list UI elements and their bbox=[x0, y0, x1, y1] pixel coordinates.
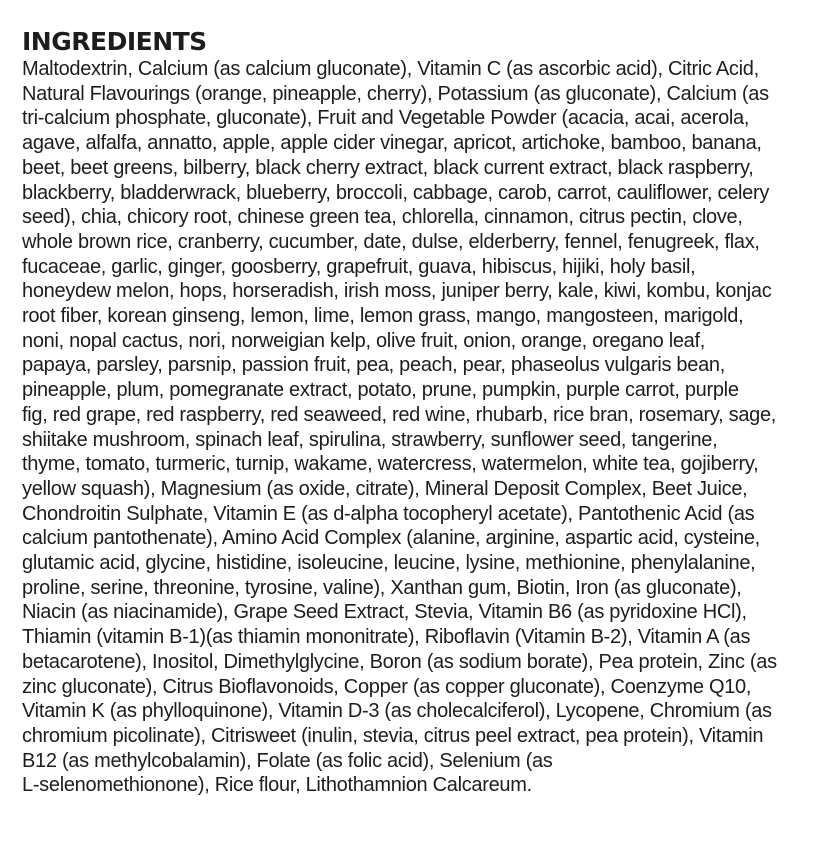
ingredients-line: shiitake mushroom, spinach leaf, spirulina, strawberry, sunflower seed, tangerine, bbox=[22, 428, 718, 451]
ingredients-line: root fiber, korean ginseng, lemon, lime, lemon grass, mango, mangosteen, marigold, bbox=[22, 305, 744, 328]
ingredients-line: beet, beet greens, bilberry, black cherry extract, black current extract, black raspberry, bbox=[22, 156, 754, 179]
ingredients-line: Niacin (as niacinamide), Grape Seed Extract, Stevia, Vitamin B6 (as pyridoxine HCl), bbox=[22, 601, 747, 624]
ingredients-line: honeydew melon, hops, horseradish, irish moss, juniper berry, kale, kiwi, kombu, konjac bbox=[22, 280, 772, 303]
ingredients-heading: INGREDIENTS bbox=[22, 27, 207, 56]
ingredients-line: fig, red grape, red raspberry, red seaweed, red wine, rhubarb, rice bran, rosemary, sage, bbox=[22, 403, 777, 426]
ingredients-line: papaya, parsley, parsnip, passion fruit, pea, peach, pear, phaseolus vulgaris bean, bbox=[22, 354, 725, 377]
ingredients-line: pineapple, plum, pomegranate extract, potato, prune, pumpkin, purple carrot, purple bbox=[22, 379, 739, 402]
ingredients-line: tri-calcium phosphate, gluconate), Fruit and Vegetable Powder (acacia, acai, acerola, bbox=[22, 107, 750, 130]
ingredients-line: agave, alfalfa, annatto, apple, apple cider vinegar, apricot, artichoke, bamboo, banana, bbox=[22, 132, 762, 155]
ingredients-line: calcium pantothenate), Amino Acid Complex (alanine, arginine, aspartic acid, cysteine, bbox=[22, 527, 760, 550]
ingredients-line: L-selenomethionone), Rice flour, Lithothamnion Calcareum. bbox=[22, 774, 532, 797]
ingredients-line: seed), chia, chicory root, chinese green tea, chlorella, cinnamon, citrus pectin, clove, bbox=[22, 206, 743, 229]
ingredients-line: yellow squash), Magnesium (as oxide, citrate), Mineral Deposit Complex, Beet Juice, bbox=[22, 477, 748, 500]
ingredients-label bbox=[22, 28, 812, 798]
ingredients-line: Chondroitin Sulphate, Vitamin E (as d-alpha tocopheryl acetate), Pantothenic Acid (as bbox=[22, 502, 755, 525]
ingredients-line: blackberry, bladderwrack, blueberry, broccoli, cabbage, carob, carrot, cauliflower, celery bbox=[22, 181, 770, 204]
ingredients-line: Maltodextrin, Calcium (as calcium gluconate), Vitamin C (as ascorbic acid), Citric Acid, bbox=[22, 58, 759, 80]
ingredients-line: zinc gluconate), Citrus Bioflavonoids, Copper (as copper gluconate), Coenzyme Q10, bbox=[22, 675, 752, 698]
ingredients-line: Vitamin K (as phylloquinone), Vitamin D-3 (as cholecalciferol), Lycopene, Chromium (as bbox=[22, 700, 772, 723]
ingredients-line: whole brown rice, cranberry, cucumber, date, dulse, elderberry, fennel, fenugreek, flax, bbox=[22, 230, 760, 253]
ingredients-line: fucaceae, garlic, ginger, goosberry, grapefruit, guava, hibiscus, hijiki, holy basil, bbox=[22, 255, 696, 278]
ingredients-list bbox=[22, 57, 812, 798]
ingredients-line: chromium picolinate), Citrisweet (inulin, stevia, citrus peel extract, pea protein), Vitamin bbox=[22, 724, 764, 747]
ingredients-line: Thiamin (vitamin B-1)(as thiamin mononitrate), Riboflavin (Vitamin B-2), Vitamin A (as bbox=[22, 626, 751, 649]
ingredients-line: betacarotene), Inositol, Dimethylglycine, Boron (as sodium borate), Pea protein, Zinc (as bbox=[22, 650, 777, 673]
ingredients-line: proline, serine, threonine, tyrosine, valine), Xanthan gum, Biotin, Iron (as gluconate), bbox=[22, 576, 742, 599]
ingredients-line: noni, nopal cactus, nori, norweigian kelp, olive fruit, onion, orange, oregano leaf, bbox=[22, 329, 706, 352]
ingredients-line: Natural Flavourings (orange, pineapple, cherry), Potassium (as gluconate), Calcium (as bbox=[22, 82, 769, 105]
ingredients-line: B12 (as methylcobalamin), Folate (as folic acid), Selenium (as bbox=[22, 749, 553, 772]
ingredients-line: thyme, tomato, turmeric, turnip, wakame, watercress, watermelon, white tea, gojiberry, bbox=[22, 453, 759, 476]
ingredients-line: glutamic acid, glycine, histidine, isoleucine, leucine, lysine, methionine, phenylalanine, bbox=[22, 552, 756, 575]
